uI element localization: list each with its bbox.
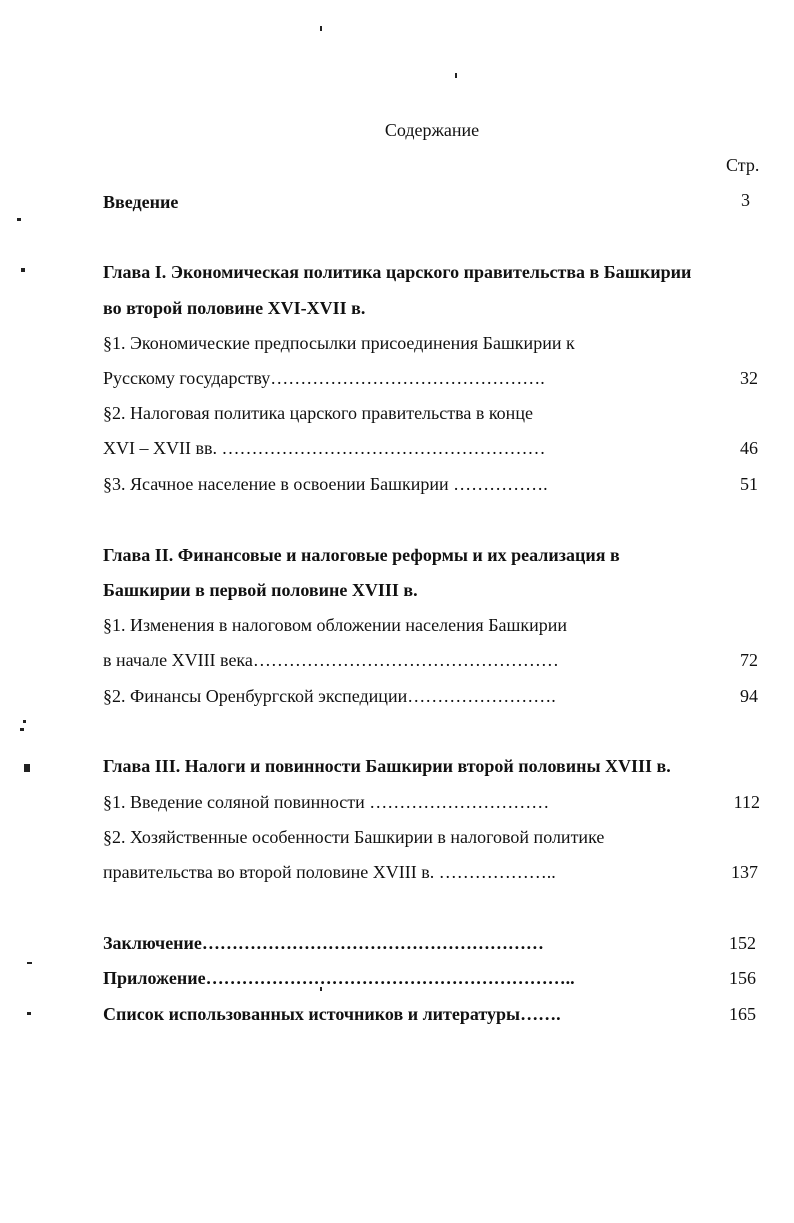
scan-speck: [24, 764, 30, 772]
chapter1-section1-cont: Русскому государству……………………………………….: [103, 368, 545, 388]
toc-conclusion: Заключение…………………………………………………: [103, 933, 544, 953]
page-column-header: Стр.: [726, 155, 760, 175]
chapter2-section1: §1. Изменения в налоговом обложении населения Башкирии: [103, 615, 568, 635]
chapter2-section2-page: 94: [740, 686, 758, 706]
toc-appendix: Приложение……………………………………………………..: [103, 968, 575, 988]
chapter3-heading: Глава III. Налоги и повинности Башкирии второй половины XVIII в.: [103, 756, 671, 776]
chapter1-heading: Глава I. Экономическая политика царского правительства в Башкирии: [103, 262, 692, 282]
scan-speck: [320, 26, 322, 31]
chapter2-section1-page: 72: [740, 650, 758, 670]
chapter1-section1: §1. Экономические предпосылки присоединения Башкирии к: [103, 333, 575, 353]
toc-intro-label: Введение: [103, 192, 179, 212]
scan-speck: [21, 268, 25, 272]
chapter1-section3-page: 51: [740, 474, 758, 494]
chapter1-section3: §3. Ясачное население в освоении Башкирии …………….: [103, 474, 548, 494]
chapter3-section1-page: 112: [733, 792, 760, 812]
toc-sources-page: 165: [729, 1004, 756, 1024]
chapter1-section2-page: 46: [740, 438, 758, 458]
toc-sources: Список использованных источников и литературы…….: [103, 1004, 561, 1024]
page-title: Содержание: [384, 120, 480, 140]
scan-speck: [23, 720, 26, 723]
scan-speck: [455, 73, 457, 78]
scan-speck: [27, 962, 32, 964]
toc-intro-page: 3: [741, 190, 750, 210]
chapter3-section2-cont: правительства во второй половине XVIII в. ………………..: [103, 862, 556, 882]
chapter1-heading-cont: во второй половине XVI-XVII в.: [103, 298, 366, 318]
scan-speck: [27, 1012, 31, 1015]
toc-conclusion-page: 152: [729, 933, 756, 953]
scan-speck: [20, 728, 24, 731]
scan-speck: [17, 218, 21, 221]
chapter2-heading-cont: Башкирии в первой половине XVIII в.: [103, 580, 418, 600]
chapter1-section2-cont: XVI – XVII вв. ………………………………………………: [103, 438, 546, 458]
chapter3-section2-page: 137: [731, 862, 758, 882]
chapter2-section1-cont: в начале XVIII века……………………………………………: [103, 650, 559, 670]
chapter1-section2: §2. Налоговая политика царского правительства в конце: [103, 403, 533, 423]
chapter1-section1-page: 32: [740, 368, 758, 388]
chapter2-section2: §2. Финансы Оренбургской экспедиции…………………….: [103, 686, 556, 706]
chapter3-section2: §2. Хозяйственные особенности Башкирии в налоговой политике: [103, 827, 605, 847]
chapter2-heading: Глава II. Финансовые и налоговые реформы и их реализация в: [103, 545, 620, 565]
toc-appendix-page: 156: [729, 968, 756, 988]
chapter3-section1: §1. Введение соляной повинности …………………………: [103, 792, 550, 812]
